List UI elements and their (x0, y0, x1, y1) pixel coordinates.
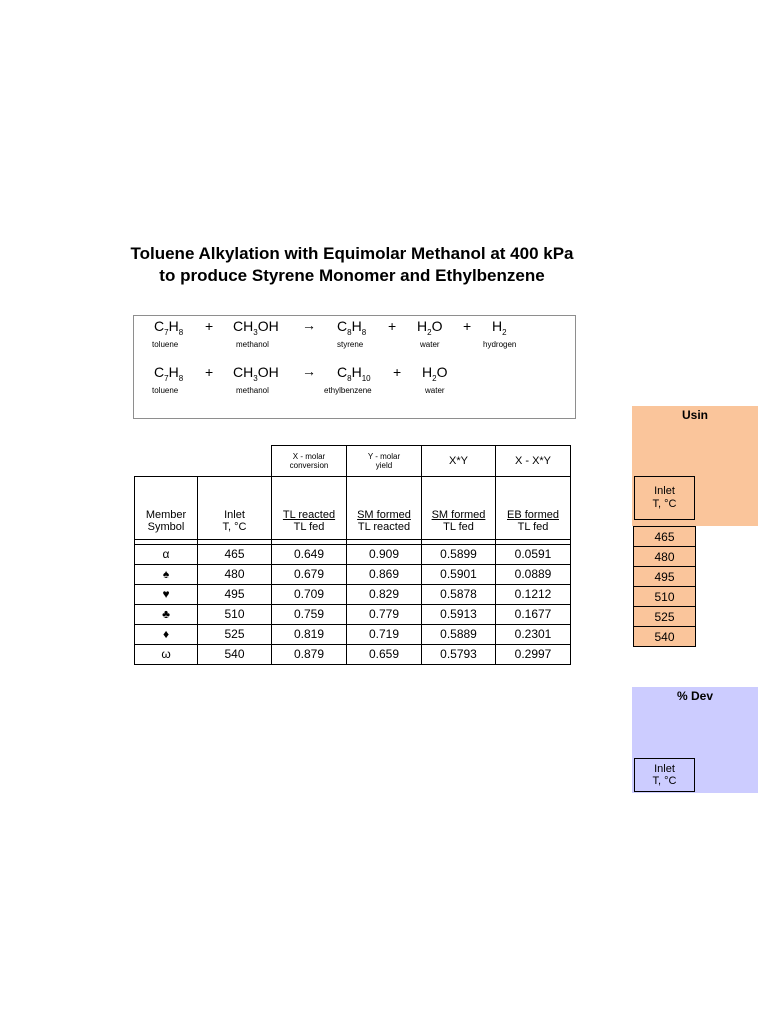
xy-value: 0.5913 (422, 605, 496, 625)
r1-styrene-label: styrene (337, 340, 364, 349)
x-value: 0.759 (272, 605, 347, 625)
r1-water-formula: $H_2O$ (417, 318, 443, 337)
deviation-inlet-temp-header: Inlet T, °C (634, 758, 695, 792)
y-molar-yield-header: Y - molar yield (347, 446, 422, 477)
r1-methanol-formula: $CH_3OH$ (233, 318, 279, 337)
table-row (135, 565, 571, 585)
sm-formed-tl-fed-header: SM formed TL fed (422, 503, 496, 540)
table-row (135, 645, 571, 665)
inlet-temp: 510 (198, 605, 272, 625)
r1-styrene-formula: $C_8H_8$ (337, 318, 367, 337)
eb-formed-header: EB formed TL fed (496, 503, 571, 540)
percent-deviation-title: % Dev (676, 689, 714, 703)
y-value: 0.909 (347, 545, 422, 565)
x-minus-xy-value: 0.2301 (496, 625, 571, 645)
page-title (100, 243, 604, 287)
r1-toluene-formula: $C_7H_8$ (154, 318, 184, 337)
using-inlet-temp: 495 (634, 567, 696, 587)
title-line-1: Toluene Alkylation with Equimolar Methanol at 400 kPa (130, 244, 574, 263)
r1-hydrogen-label: hydrogen (483, 340, 517, 349)
x-minus-xy-value: 0.2997 (496, 645, 571, 665)
sm-formed-tl-reacted-header: SM formed TL reacted (347, 503, 422, 540)
y-value: 0.659 (347, 645, 422, 665)
y-value: 0.829 (347, 585, 422, 605)
y-value: 0.869 (347, 565, 422, 585)
member-symbol-header: Member Symbol (135, 503, 198, 540)
r1-plus-1: + (205, 318, 214, 334)
r2-plus-1: + (205, 364, 214, 380)
r1-plus-2: + (388, 318, 397, 334)
using-inlet-temp: 480 (634, 547, 696, 567)
r2-toluene-label: toluene (152, 386, 179, 395)
table-row (135, 585, 571, 605)
r1-hydrogen-formula: $H_2$ (492, 318, 507, 337)
xy-value: 0.5899 (422, 545, 496, 565)
r2-water-formula: $H_2O$ (422, 364, 448, 383)
x-minus-xy-value: 0.0889 (496, 565, 571, 585)
r2-methanol-formula: $CH_3OH$ (233, 364, 279, 383)
member-symbol: ♦ (135, 625, 198, 645)
r2-plus-2: + (393, 364, 402, 380)
x-value: 0.679 (272, 565, 347, 585)
x-minus-xy-header: X - X*Y (496, 446, 571, 477)
xy-value: 0.5901 (422, 565, 496, 585)
xy-value: 0.5878 (422, 585, 496, 605)
table-row (135, 605, 571, 625)
x-value: 0.879 (272, 645, 347, 665)
inlet-temp: 525 (198, 625, 272, 645)
using-inlet-temp-column (633, 526, 696, 647)
r2-water-label: water (425, 386, 445, 395)
tl-reacted-header: TL reacted TL fed (272, 503, 347, 540)
inlet-temp: 495 (198, 585, 272, 605)
table-row (135, 545, 571, 565)
title-line-2: to produce Styrene Monomer and Ethylbenzene (159, 266, 545, 285)
r1-methanol-label: methanol (236, 340, 269, 349)
r2-arrow: → (302, 363, 316, 379)
member-symbol: ♣ (135, 605, 198, 625)
r1-water-label: water (420, 340, 440, 349)
using-inlet-temp: 510 (634, 587, 696, 607)
xy-value: 0.5889 (422, 625, 496, 645)
xy-value: 0.5793 (422, 645, 496, 665)
r2-ethylbenzene-formula: $C_8H_{10}$ (337, 364, 371, 383)
x-value: 0.709 (272, 585, 347, 605)
member-symbol: α (135, 545, 198, 565)
member-symbol: ♥ (135, 585, 198, 605)
y-value: 0.719 (347, 625, 422, 645)
x-minus-xy-value: 0.0591 (496, 545, 571, 565)
r1-toluene-label: toluene (152, 340, 179, 349)
x-molar-conversion-header: X - molar conversion (272, 446, 347, 477)
r2-ethylbenzene-label: ethylbenzene (324, 386, 372, 395)
x-value: 0.649 (272, 545, 347, 565)
reaction-equations-box (133, 315, 576, 419)
r2-toluene-formula: $C_7H_8$ (154, 364, 184, 383)
member-symbol: ♠ (135, 565, 198, 585)
inlet-temp: 540 (198, 645, 272, 665)
xy-header: X*Y (422, 446, 496, 477)
using-panel-title: Usin (681, 408, 708, 422)
r1-arrow: → (302, 317, 316, 333)
x-value: 0.819 (272, 625, 347, 645)
member-symbol: ω (135, 645, 198, 665)
x-minus-xy-value: 0.1212 (496, 585, 571, 605)
table-row (135, 625, 571, 645)
x-minus-xy-value: 0.1677 (496, 605, 571, 625)
r2-methanol-label: methanol (236, 386, 269, 395)
r1-plus-3: + (463, 318, 472, 334)
y-value: 0.779 (347, 605, 422, 625)
alkylation-data-table (134, 445, 571, 665)
inlet-temp: 465 (198, 545, 272, 565)
inlet-temp-header: Inlet T, °C (198, 503, 272, 540)
using-inlet-temp: 540 (634, 627, 696, 647)
using-inlet-temp: 465 (634, 527, 696, 547)
using-inlet-temp-header: Inlet T, °C (634, 476, 695, 520)
inlet-temp: 480 (198, 565, 272, 585)
using-inlet-temp: 525 (634, 607, 696, 627)
